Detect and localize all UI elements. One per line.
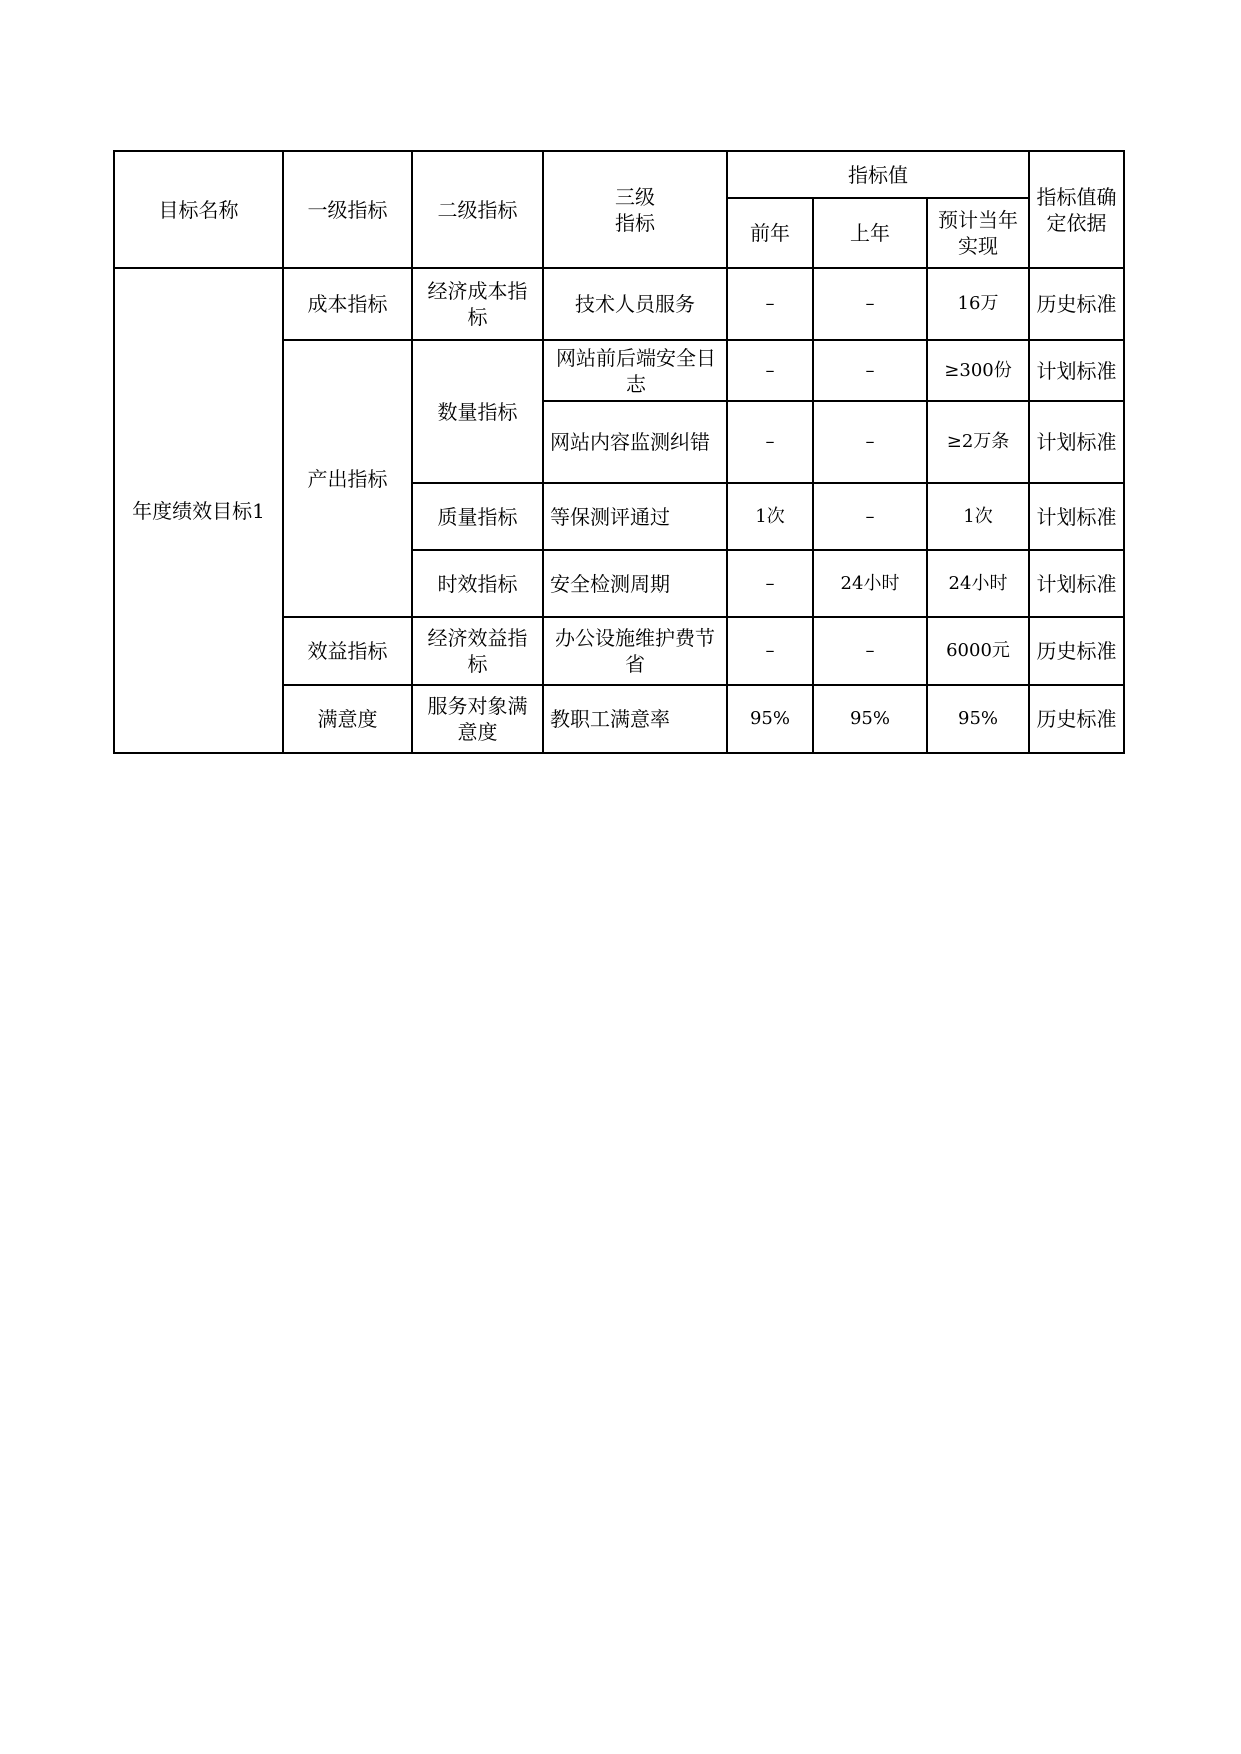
prev-year-cell: – <box>727 550 813 617</box>
header-level3: 三级 指标 <box>543 151 727 268</box>
basis-cell: 计划标准 <box>1029 483 1124 550</box>
prev-year-cell: – <box>727 340 813 401</box>
expected-cell: 24小时 <box>927 550 1029 617</box>
expected-cell: ≥2万条 <box>927 401 1029 483</box>
last-year-cell: – <box>813 268 927 340</box>
basis-cell: 历史标准 <box>1029 617 1124 685</box>
basis-cell: 历史标准 <box>1029 685 1124 753</box>
level2-timeliness: 时效指标 <box>412 550 543 617</box>
header-basis: 指标值确 定依据 <box>1029 151 1124 268</box>
last-year-cell: 24小时 <box>813 550 927 617</box>
header-prev-year: 前年 <box>727 198 813 268</box>
prev-year-cell: – <box>727 401 813 483</box>
last-year-cell: – <box>813 401 927 483</box>
prev-year-cell: 95% <box>727 685 813 753</box>
header-target-name: 目标名称 <box>114 151 283 268</box>
prev-year-cell: 1次 <box>727 483 813 550</box>
last-year-cell: – <box>813 617 927 685</box>
expected-cell: ≥300份 <box>927 340 1029 401</box>
level1-output: 产出指标 <box>283 340 412 617</box>
last-year-cell: – <box>813 340 927 401</box>
basis-cell: 计划标准 <box>1029 550 1124 617</box>
prev-year-cell: – <box>727 268 813 340</box>
last-year-cell: 95% <box>813 685 927 753</box>
performance-table <box>113 150 1125 754</box>
level3-cell: 网站内容监测纠错 <box>543 401 727 483</box>
target-name-cell: 年度绩效目标1 <box>114 268 283 753</box>
header-level2: 二级指标 <box>412 151 543 268</box>
level3-cell: 教职工满意率 <box>543 685 727 753</box>
level3-cell: 技术人员服务 <box>543 268 727 340</box>
level3-cell: 安全检测周期 <box>543 550 727 617</box>
level3-cell: 网站前后端安全日 志 <box>543 340 727 401</box>
header-level1: 一级指标 <box>283 151 412 268</box>
expected-cell: 16万 <box>927 268 1029 340</box>
level3-cell: 办公设施维护费节 省 <box>543 617 727 685</box>
basis-cell: 计划标准 <box>1029 340 1124 401</box>
basis-cell: 历史标准 <box>1029 268 1124 340</box>
level3-cell: 等保测评通过 <box>543 483 727 550</box>
level2-service-satisfaction: 服务对象满 意度 <box>412 685 543 753</box>
level1-benefit: 效益指标 <box>283 617 412 685</box>
expected-cell: 1次 <box>927 483 1029 550</box>
header-indicator-value: 指标值 <box>727 151 1029 198</box>
level2-quality: 质量指标 <box>412 483 543 550</box>
prev-year-cell: – <box>727 617 813 685</box>
level2-quantity: 数量指标 <box>412 340 543 483</box>
level2-economic-benefit: 经济效益指 标 <box>412 617 543 685</box>
expected-cell: 6000元 <box>927 617 1029 685</box>
level2-economic-cost: 经济成本指 标 <box>412 268 543 340</box>
level1-satisfaction: 满意度 <box>283 685 412 753</box>
basis-cell: 计划标准 <box>1029 401 1124 483</box>
header-expected-current: 预计当年 实现 <box>927 198 1029 268</box>
level1-cost: 成本指标 <box>283 268 412 340</box>
last-year-cell: – <box>813 483 927 550</box>
expected-cell: 95% <box>927 685 1029 753</box>
header-last-year: 上年 <box>813 198 927 268</box>
